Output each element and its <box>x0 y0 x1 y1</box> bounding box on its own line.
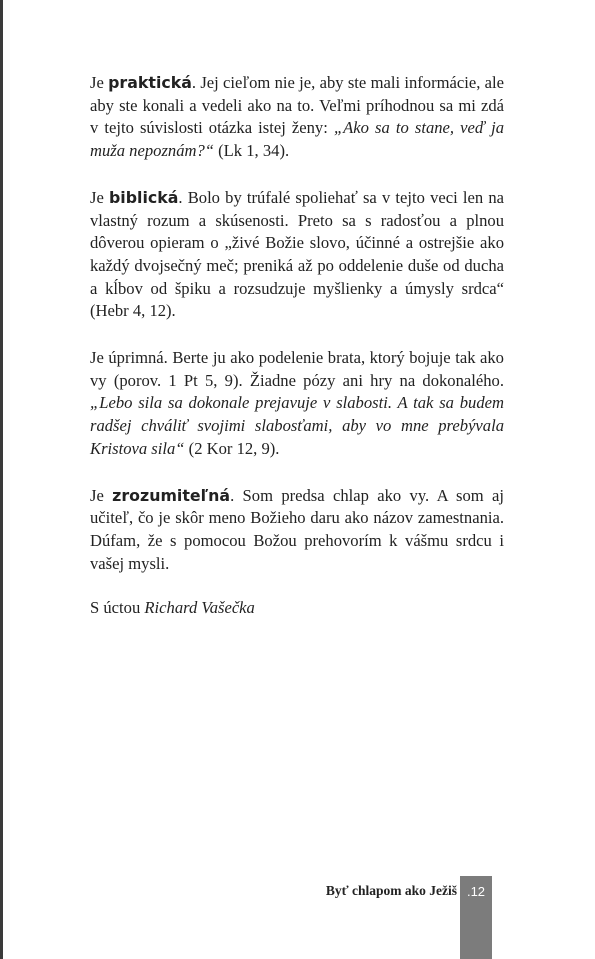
running-footer-title: Byť chlapom ako Ježiš <box>325 883 457 898</box>
paragraph-text: Berte ju ako podelenie brata, ktorý bojuje tak ako vy (porov. 1 Pt 5, 9). Žiadne pózy ani hry na dokonalého. <box>90 348 504 390</box>
page-body <box>90 72 504 644</box>
page-number: .12 <box>466 884 486 899</box>
paragraph-lead: Je <box>90 485 113 505</box>
paragraph-lead: Je úprimná. <box>90 348 173 368</box>
paragraph-sincere <box>90 347 504 461</box>
paragraph-quote: „Lebo sila sa dokonale prejavuje v slabosti. A tak sa budem radšej chváliť svojimi slabosťami, aby vo mne prebývala Kristova sila“ <box>90 393 504 458</box>
paragraph-text: . Jej cieľom nie je, aby ste mali informácie, ale aby ste konali a vedeli ako na to. Veľmi príhodnou sa mi zdá v tejto súvislosti otázka istej ženy: <box>90 73 504 138</box>
paragraph-keyword: zrozumiteľná <box>112 485 231 505</box>
paragraph-citation: (2 Kor 12, 9). <box>184 438 280 458</box>
page-left-edge <box>0 0 3 959</box>
paragraph-practical <box>90 72 504 163</box>
signature-name: Richard Vašečka <box>144 598 255 618</box>
paragraph-lead: Je <box>90 187 109 207</box>
paragraph-text: . Som predsa chlap ako vy. A som aj učiteľ, čo je skôr meno Božieho daru ako názov zamestnania. Dúfam, že s pomocou Božou prehovorím k vášmu srdcu i vašej mysli. <box>90 485 504 573</box>
signature-prefix: S úctou <box>90 598 145 618</box>
paragraph-lead: Je <box>90 73 109 92</box>
paragraph-understandable <box>90 485 504 576</box>
paragraph-text: . Bolo by trúfalé spoliehať sa v tejto veci len na vlastný rozum a skúsenosti. Preto sa s radosťou a plnou dôverou opieram o „živé Božie slovo, účinné a ostrejšie ako každý dvojsečný meč; preniká až po oddelenie duše od ducha a kĺbov od špiku a rozsudzuje myšlienky a úmysly srdca“ (Hebr 4, 12). <box>90 187 504 321</box>
paragraph-quote: „Ako sa to stane, veď ja muža nepoznám?“ <box>90 118 504 161</box>
paragraph-keyword: praktická <box>108 73 192 92</box>
signature <box>90 597 504 620</box>
paragraph-citation: (Lk 1, 34). <box>214 141 290 161</box>
paragraph-keyword: biblická <box>109 187 179 207</box>
paragraph-biblical <box>90 187 504 323</box>
